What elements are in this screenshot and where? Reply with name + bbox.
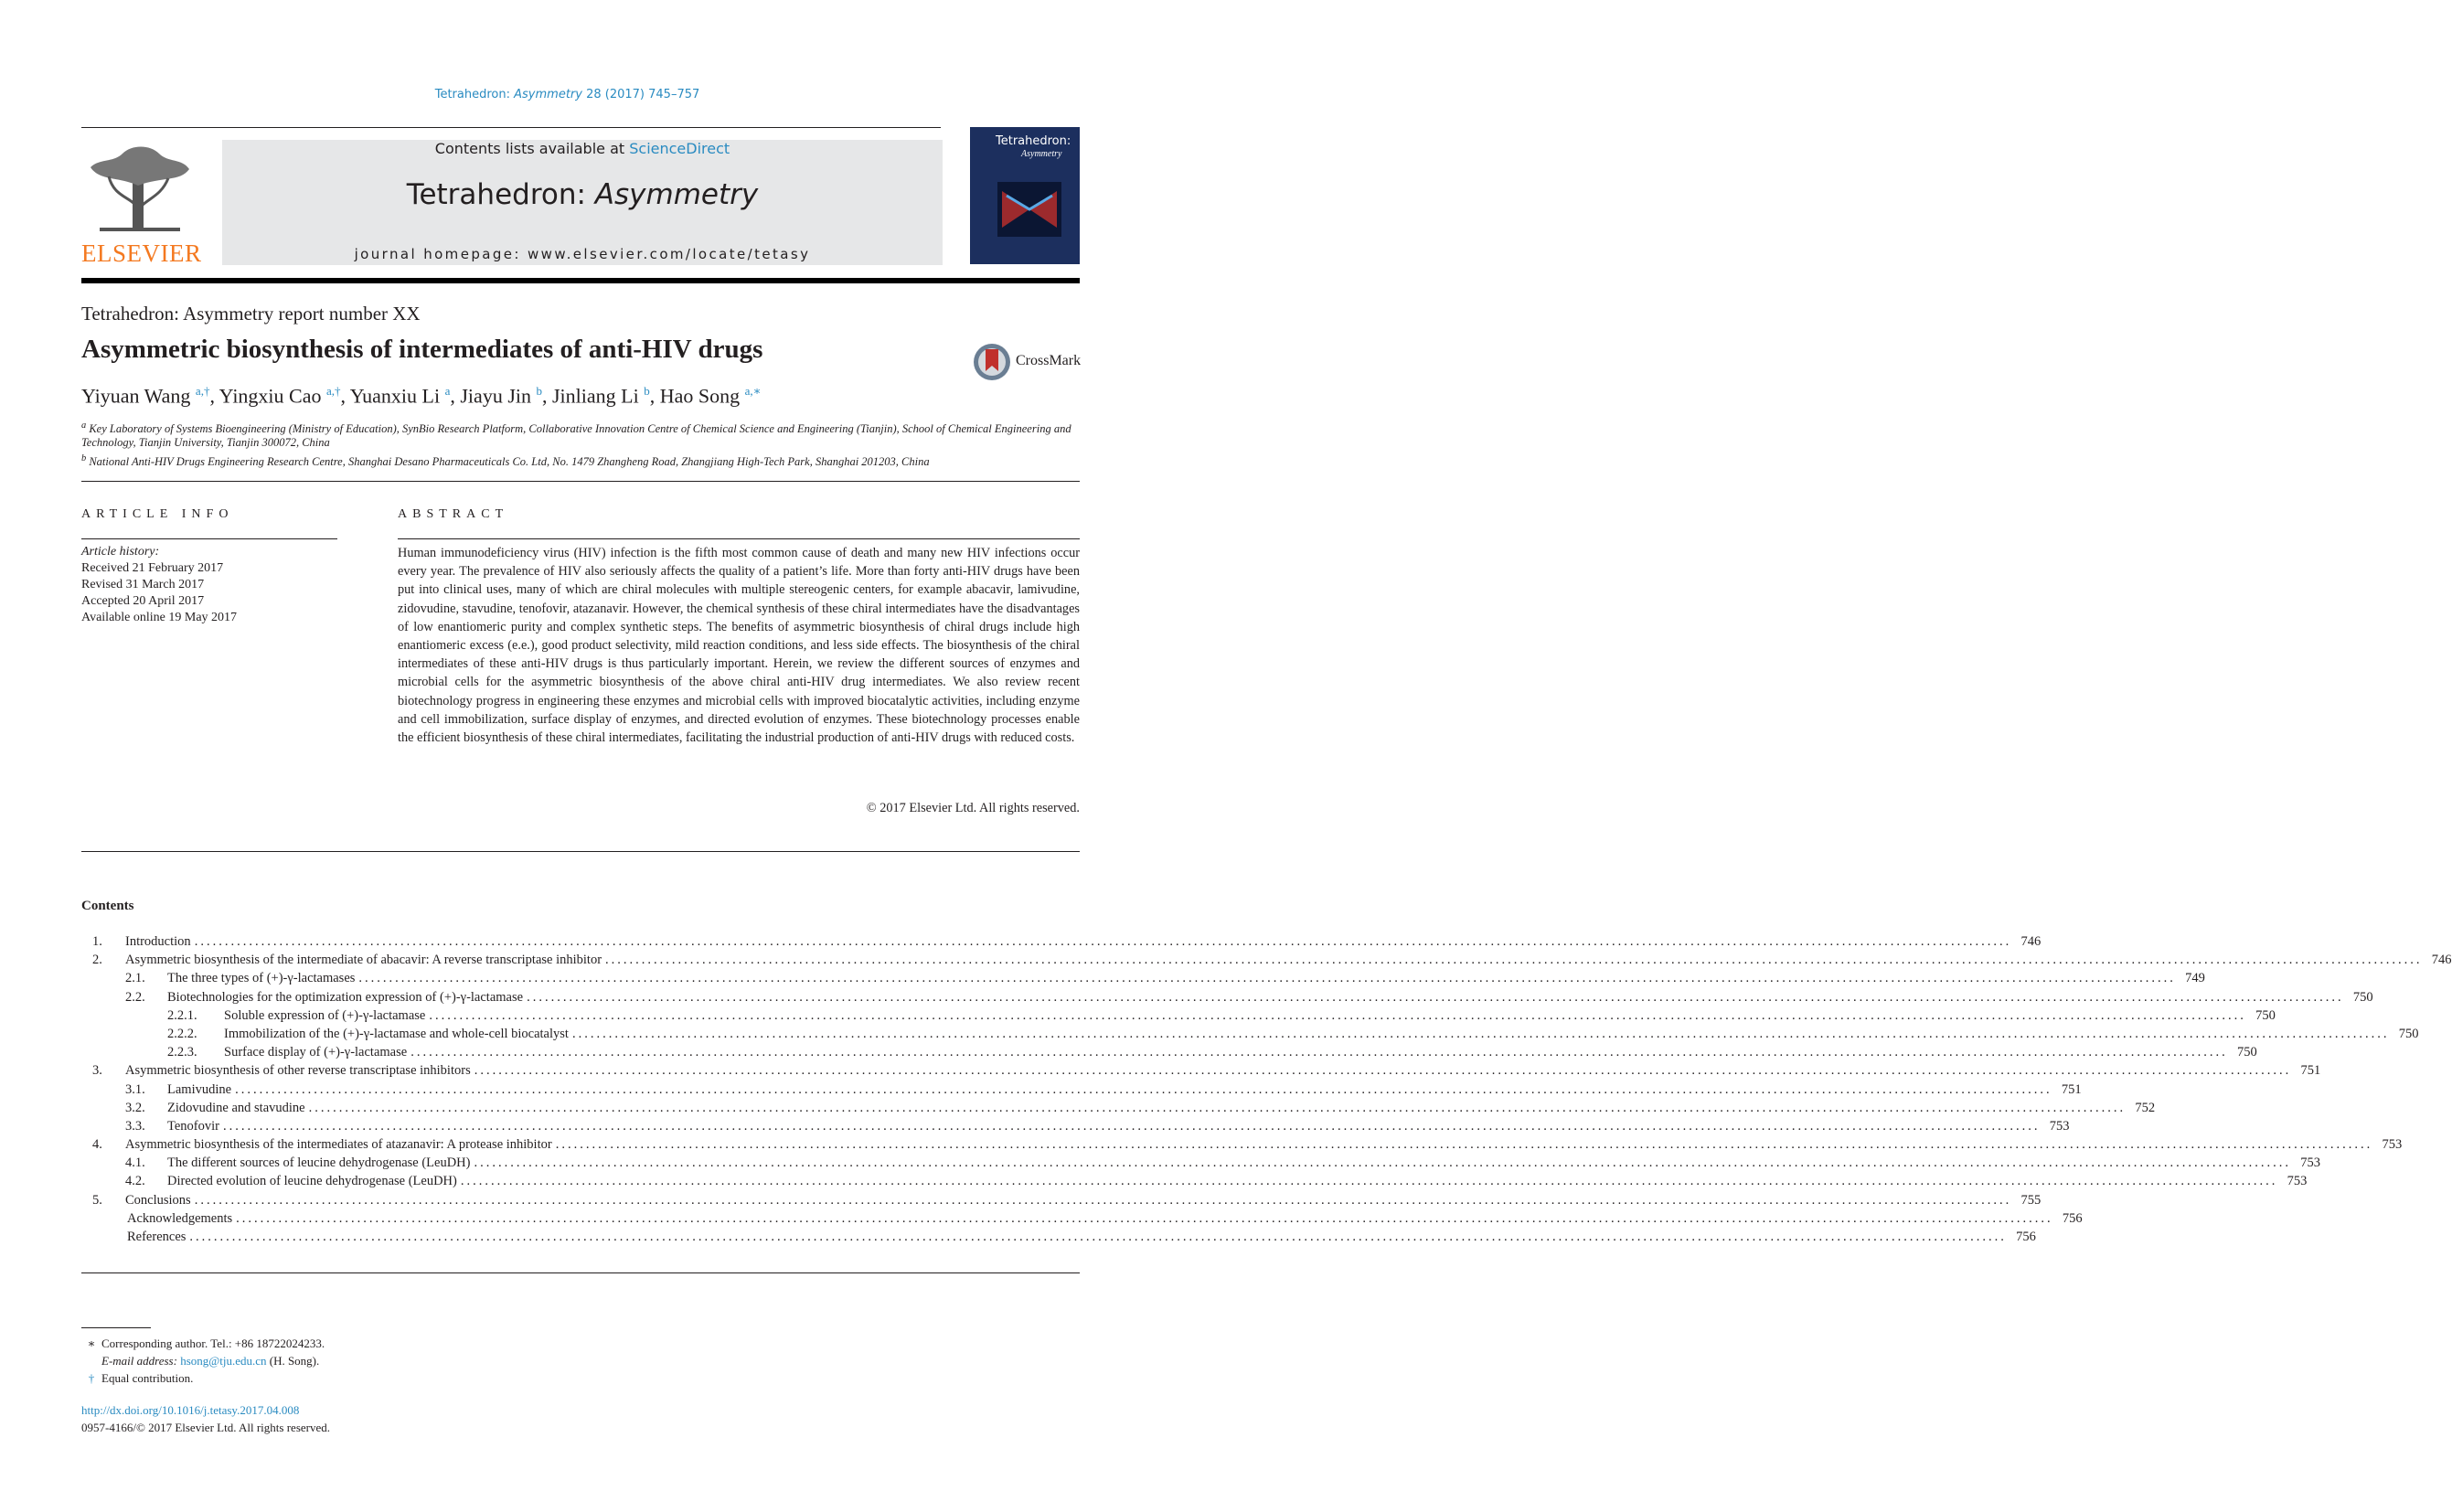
- toc-leader-dots: ............................................................................................................................................................................................................................................................................................................: [460, 1174, 2278, 1189]
- toc-entry[interactable]: [81, 971, 2205, 989]
- toc-title: Asymmetric biosynthesis of the intermediate of abacavir: A reverse transcriptase inhibitor: [125, 953, 602, 968]
- toc-page: 751: [2300, 1063, 2321, 1079]
- footnote-mark: †: [88, 1371, 95, 1385]
- toc-leader-dots: ............................................................................................................................................................................................................................................................................................................: [474, 1155, 2291, 1171]
- article-title: Asymmetric biosynthesis of intermediates of anti-HIV drugs: [81, 335, 763, 364]
- toc-title: The three types of (+)-γ-lactamases: [167, 971, 356, 986]
- toc-number: 3.2.: [125, 1100, 145, 1115]
- toc-title: Immobilization of the (+)-γ-lactamase and whole-cell biocatalyst: [224, 1026, 569, 1041]
- author-affiliation-mark[interactable]: b: [644, 384, 650, 398]
- journal-cover[interactable]: [970, 127, 1080, 264]
- toc-page: 753: [2382, 1137, 2403, 1153]
- citation-prefix: Tetrahedron:: [434, 88, 515, 101]
- affiliation-mark: b: [81, 453, 87, 463]
- toc-page: 746: [2020, 934, 2042, 949]
- author-name: Yuanxiu Li: [349, 384, 441, 408]
- toc-title: Conclusions: [125, 1192, 191, 1208]
- divider: [398, 538, 1080, 539]
- header-thick-rule: [81, 278, 1080, 283]
- toc-leader-dots: ............................................................................................................................................................................................................................................................................................................: [474, 1063, 2292, 1079]
- journal-banner: [222, 140, 943, 265]
- elsevier-logo: [81, 140, 202, 268]
- toc-leader-dots: ............................................................................................................................................................................................................................................................................................................: [308, 1100, 2127, 1115]
- toc-number: 2.2.2.: [167, 1026, 197, 1041]
- abstract-heading: ABSTRACT: [398, 507, 509, 521]
- cover-subtitle: Asymmetry: [1021, 149, 1062, 159]
- toc-page: 756: [2016, 1230, 2036, 1244]
- toc-page: 753: [2300, 1155, 2320, 1171]
- equal-text: Equal contribution.: [101, 1371, 194, 1385]
- toc-number: 3.3.: [125, 1118, 145, 1134]
- toc-title: Asymmetric biosynthesis of other reverse transcriptase inhibitors: [125, 1063, 471, 1079]
- toc-number: 2.1.: [125, 971, 145, 986]
- crossmark-icon: [972, 342, 1012, 382]
- toc-page: 750: [2236, 1045, 2257, 1060]
- toc-number: 3.1.: [125, 1081, 145, 1097]
- report-number: Tetrahedron: Asymmetry report number XX: [81, 303, 421, 325]
- toc-title: Biotechnologies for the optimization expression of (+)-γ-lactamase: [167, 989, 524, 1005]
- author-affiliation-mark[interactable]: a: [444, 384, 451, 398]
- toc-number: 4.1.: [125, 1155, 145, 1171]
- affiliation-b: [81, 453, 930, 469]
- revised-date: Revised 31 March 2017: [81, 578, 205, 591]
- author-affiliation-mark[interactable]: a,†: [325, 384, 341, 398]
- footnotes: [81, 1335, 325, 1387]
- author-affiliation-mark[interactable]: a,†: [195, 384, 210, 398]
- toc-entry[interactable]: [81, 1174, 2308, 1192]
- author-name: Jinliang Li: [552, 384, 639, 408]
- journal-name: [222, 178, 943, 211]
- citation-suffix: 28 (2017) 745–757: [581, 88, 700, 101]
- toc-page: 746: [2431, 953, 2452, 968]
- sciencedirect-link[interactable]: ScienceDirect: [629, 140, 730, 157]
- toc-title: Directed evolution of leucine dehydrogenase (LeuDH): [167, 1174, 457, 1189]
- tree-icon: [81, 140, 198, 236]
- toc-entry[interactable]: [81, 1045, 2257, 1063]
- toc-number: 2.2.3.: [167, 1045, 197, 1060]
- crossmark-badge[interactable]: [972, 342, 1080, 382]
- toc-number: 4.2.: [125, 1174, 145, 1189]
- divider: [81, 851, 1080, 852]
- history-label: Article history:: [81, 545, 160, 559]
- toc-page: 753: [2049, 1118, 2070, 1134]
- toc-entry[interactable]: [81, 1063, 2321, 1081]
- header-rule: [81, 127, 941, 128]
- toc-leader-dots: ............................................................................................................................................................................................................................................................................................................: [410, 1045, 2228, 1060]
- toc-leader-dots: ............................................................................................................................................................................................................................................................................................................: [571, 1026, 2390, 1041]
- toc-entry[interactable]: [81, 1155, 2320, 1174]
- toc-entry[interactable]: [81, 1100, 2156, 1119]
- toc-page: 750: [2398, 1026, 2419, 1041]
- toc-leader-dots: ............................................................................................................................................................................................................................................................................................................: [189, 1230, 2007, 1244]
- toc-number: 1.: [92, 934, 102, 949]
- toc-leader-dots: ............................................................................................................................................................................................................................................................................................................: [236, 1210, 2053, 1226]
- toc-leader-dots: ............................................................................................................................................................................................................................................................................................................: [358, 971, 2176, 986]
- article-info-heading: ARTICLE INFO: [81, 507, 234, 521]
- toc-page: 750: [2352, 989, 2373, 1005]
- corresponding-text: Corresponding author. Tel.: +86 18722024233.: [101, 1336, 325, 1350]
- toc-number: 5.: [92, 1192, 102, 1208]
- divider: [81, 538, 337, 539]
- toc-page: 752: [2135, 1100, 2156, 1115]
- author-name: Yingxiu Cao: [219, 384, 322, 408]
- author-name: Yiyuan Wang: [81, 384, 191, 408]
- citation-journal: Asymmetry: [514, 88, 582, 101]
- toc-entry[interactable]: [81, 953, 2452, 971]
- elsevier-wordmark: ELSEVIER: [81, 240, 202, 267]
- toc-number: 2.2.: [125, 989, 145, 1005]
- divider: [81, 481, 1080, 482]
- toc-entry[interactable]: [81, 1026, 2419, 1045]
- toc-title: The different sources of leucine dehydrogenase (LeuDH): [167, 1155, 471, 1171]
- toc-title: Lamivudine: [167, 1081, 232, 1097]
- toc-leader-dots: ............................................................................................................................................................................................................................................................................................................: [429, 1007, 2246, 1023]
- email-suffix: (H. Song).: [266, 1354, 320, 1368]
- accepted-date: Accepted 20 April 2017: [81, 594, 205, 608]
- issn-line: 0957-4166/© 2017 Elsevier Ltd. All rights reserved.: [81, 1421, 330, 1434]
- toc-page: 751: [2061, 1081, 2082, 1097]
- author-name: Jiayu Jin: [460, 384, 531, 408]
- toc-leader-dots: ............................................................................................................................................................................................................................................................................................................: [555, 1137, 2373, 1153]
- toc-leader-dots: ............................................................................................................................................................................................................................................................................................................: [222, 1118, 2041, 1134]
- abstract-copyright: © 2017 Elsevier Ltd. All rights reserved.: [866, 801, 1080, 815]
- toc-number: 2.: [92, 953, 102, 968]
- toc-number: 3.: [92, 1063, 102, 1079]
- equal-footnote: [81, 1369, 325, 1387]
- toc-entry[interactable]: [81, 1118, 2070, 1137]
- toc-entry[interactable]: [81, 1230, 2036, 1248]
- author-name: Hao Song: [659, 384, 741, 408]
- toc-entry[interactable]: [81, 989, 2373, 1008]
- divider: [81, 1272, 1080, 1273]
- journal-prefix: Tetrahedron:: [406, 178, 595, 211]
- toc-title: Surface display of (+)-γ-lactamase: [224, 1045, 408, 1060]
- toc-leader-dots: ............................................................................................................................................................................................................................................................................................................: [194, 1192, 2012, 1208]
- toc-page: 753: [2287, 1174, 2308, 1189]
- toc-entry[interactable]: [81, 1210, 2083, 1230]
- contents-heading: Contents: [81, 899, 134, 913]
- footnote-rule: [81, 1327, 151, 1328]
- toc-leader-dots: ............................................................................................................................................................................................................................................................................................................: [194, 934, 2012, 949]
- toc-title: References: [127, 1230, 187, 1244]
- toc-title: Acknowledgements: [127, 1210, 233, 1226]
- author-list: Yiyuan Wang $^{a,\dagger}$, Yingxiu Cao $^{a,\dagger}$, Yuanxiu Li $^a$, Jiayu Jin $^b$, Jinliang Li $^b$, Hao Song $^{a,∗}$: [81, 384, 762, 408]
- toc-entry[interactable]: [81, 1007, 2276, 1027]
- email-link[interactable]: hsong@tju.edu.cn: [180, 1354, 267, 1368]
- toc-page: 750: [2255, 1007, 2276, 1023]
- toc-title: Introduction: [125, 934, 191, 949]
- toc-title: Asymmetric biosynthesis of the intermediates of atazanavir: A protease inhibitor: [125, 1137, 552, 1153]
- toc-number: 4.: [92, 1137, 102, 1153]
- toc-number: 2.2.1.: [167, 1007, 197, 1023]
- author-affiliation-mark[interactable]: b: [536, 384, 542, 398]
- toc-leader-dots: ............................................................................................................................................................................................................................................................................................................: [235, 1081, 2052, 1097]
- toc-title: Soluble expression of (+)-γ-lactamase: [224, 1007, 426, 1023]
- toc-entry[interactable]: [81, 1137, 2403, 1155]
- toc-leader-dots: ............................................................................................................................................................................................................................................................................................................: [527, 989, 2344, 1005]
- toc-title: Tenofovir: [167, 1118, 219, 1134]
- received-date: Received 21 February 2017: [81, 561, 224, 575]
- corresponding-footnote: [81, 1335, 325, 1352]
- contents-prefix: Contents lists available at: [434, 140, 630, 157]
- cover-artwork-icon: [997, 182, 1061, 237]
- affiliation-text: Key Laboratory of Systems Bioengineering (Ministry of Education), SynBio Research Platform, Collaborative Innovation Centre of Chemical Science and Engineering (Tianjin), School of Chemical Engineering and Technology, Tianjin University, Tianjin 300072, China: [81, 422, 1071, 450]
- journal-homepage[interactable]: journal homepage: www.elsevier.com/locate/tetasy: [354, 246, 811, 262]
- contents-available: [222, 140, 943, 157]
- toc-page: 749: [2185, 971, 2205, 986]
- abstract-text: Human immunodeficiency virus (HIV) infection is the fifth most common cause of death and many new HIV infections occur every year. The prevalence of HIV also seriously affects the quality of a patient’s life. More than forty anti-HIV drugs have been put into clinical uses, many of which are chiral molecules with multiple stereogenic centers, for example abacavir, lamivudine, zidovudine, stavudine, tenofovir, atazanavir. However, the chemical synthesis of these chiral intermediates have the disadvantages of low enantiomeric purity and complex synthetic steps. The benefits of asymmetric biosynthesis of chiral drugs include high enantiomeric excess (e.e.), good product selectivity, mild reaction conditions, and less side effects. The biosynthesis of the chiral intermediates of these anti-HIV drugs is thus particularly important. Herein, we review the different sources of enzymes and microbial cells for the asymmetric biosynthesis of the above chiral anti-HIV drug intermediates. We also review recent biotechnology progress in engineering these enzymes and microbial cells with improved biocatalytic activities, including enzyme and cell immobilization, surface display of enzymes, and directed evolution of enzymes. These biotechnology processes enable the efficient biosynthesis of these chiral intermediates, facilitating the industrial production of anti-HIV drugs with reduced costs.: [398, 546, 1080, 746]
- journal-italic: Asymmetry: [594, 178, 759, 211]
- toc-entry[interactable]: [81, 1192, 2042, 1211]
- cover-title: Tetrahedron:: [996, 134, 1071, 148]
- footnote-mark: ∗: [87, 1336, 96, 1350]
- author-affiliation-mark[interactable]: a,∗: [744, 384, 762, 398]
- affiliation-text: National Anti-HIV Drugs Engineering Research Centre, Shanghai Desano Pharmaceuticals Co. Ltd, No. 1479 Zhangheng Road, Zhangjiang High-Tech Park, Shanghai 201203, China: [89, 455, 930, 469]
- online-date: Available online 19 May 2017: [81, 611, 238, 624]
- toc-entry[interactable]: [81, 1081, 2082, 1101]
- article-history: [81, 544, 237, 626]
- affiliation-a: [81, 421, 1080, 450]
- doi-link[interactable]: http://dx.doi.org/10.1016/j.tetasy.2017.04.008: [81, 1403, 300, 1417]
- toc-page: 755: [2020, 1192, 2042, 1208]
- toc-title: Zidovudine and stavudine: [167, 1100, 305, 1115]
- crossmark-label: CrossMark: [1016, 353, 1082, 368]
- table-of-contents: [81, 934, 2452, 1248]
- email-footnote: [81, 1352, 325, 1369]
- journal-citation[interactable]: [0, 88, 1135, 101]
- email-label: E-mail address:: [101, 1354, 181, 1368]
- toc-leader-dots: ............................................................................................................................................................................................................................................................................................................: [605, 953, 2423, 968]
- affiliation-mark: a: [81, 421, 87, 431]
- toc-entry[interactable]: [81, 934, 2042, 953]
- toc-page: 756: [2062, 1210, 2083, 1226]
